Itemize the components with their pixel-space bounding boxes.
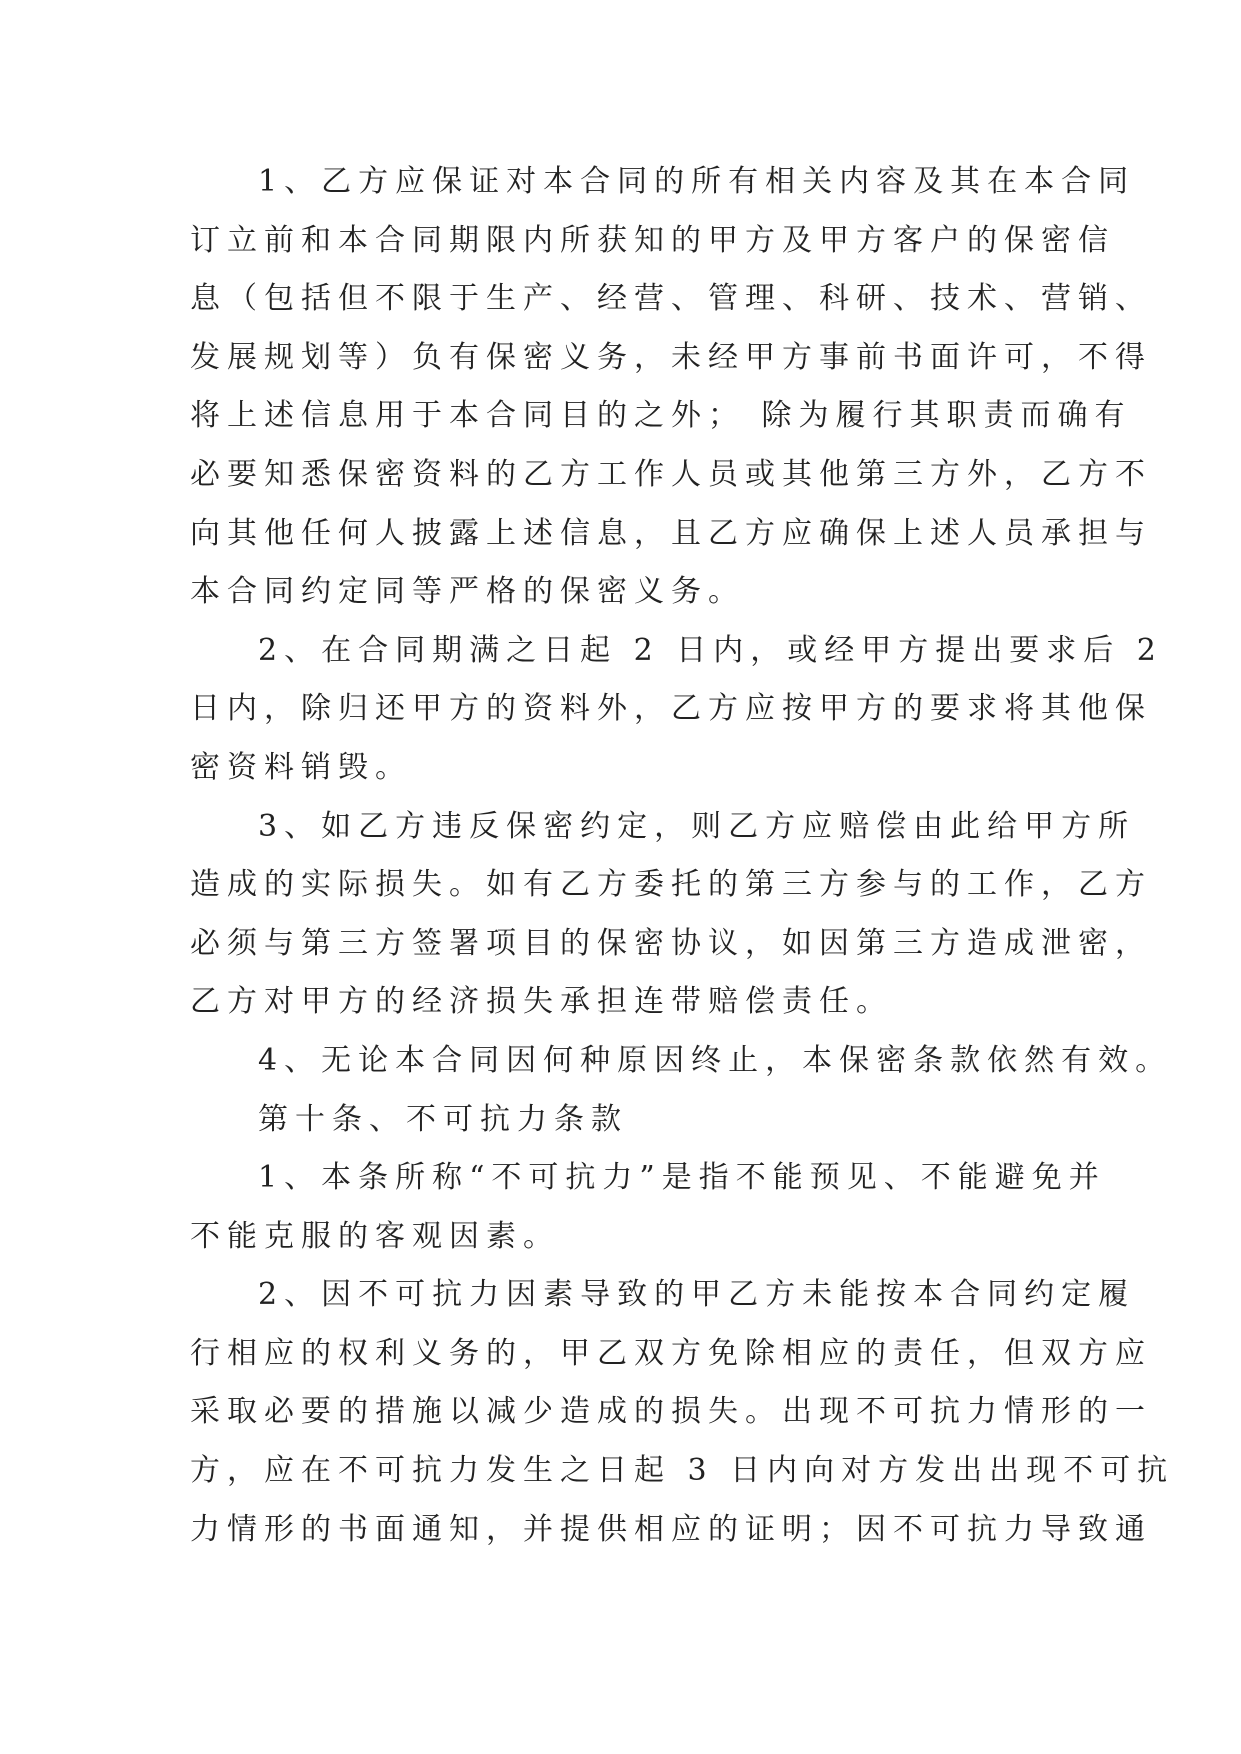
text-line: 2、因不可抗力因素导致的甲乙方未能按本合同约定履 (258, 1277, 1136, 1313)
text-line: 发展规划等）负有保密义务，未经甲方事前书面许可，不得 (190, 339, 1152, 375)
text-line: 本合同约定同等严格的保密义务。 (190, 574, 745, 610)
text-line: 1、乙方应保证对本合同的所有相关内容及其在本合同 (258, 164, 1136, 199)
text-line: 4、无论本合同因何种原因终止，本保密条款依然有效。 (258, 1042, 1173, 1078)
text-line: 将上述信息用于本合同目的之外； 除为履行其职责而确有 (190, 398, 1132, 434)
text-line: 必要知悉保密资料的乙方工作人员或其他第三方外，乙方不 (190, 456, 1152, 492)
paragraph-confidentiality-2 (190, 622, 1163, 798)
document-body (190, 153, 1175, 1559)
text-line: 乙方对甲方的经济损失承担连带赔偿责任。 (190, 984, 893, 1020)
text-line: 方，应在不可抗力发生之日起 3 日内向对方发出出现不可抗 (190, 1453, 1175, 1489)
section-heading-force-majeure (190, 1091, 1070, 1150)
paragraph-force-majeure-2 (190, 1266, 1175, 1559)
text-line: 必须与第三方签署项目的保密协议，如因第三方造成泄密， (190, 925, 1152, 961)
section-title: 第十条、不可抗力条款 (258, 1101, 628, 1137)
text-line: 行相应的权利义务的，甲乙双方免除相应的责任，但双方应 (190, 1335, 1152, 1371)
paragraph-confidentiality-4 (190, 1032, 1173, 1091)
text-line: 造成的实际损失。如有乙方委托的第三方参与的工作，乙方 (190, 867, 1152, 903)
paragraph-confidentiality-3 (190, 798, 1152, 1032)
text-line: 2、在合同期满之日起 2 日内，或经甲方提出要求后 2 (258, 632, 1163, 668)
text-line: 1、本条所称“不可抗力”是指不能预见、不能避免并 (258, 1160, 1106, 1196)
text-line: 向其他任何人披露上述信息，且乙方应确保上述人员承担与 (190, 515, 1152, 551)
paragraph-force-majeure-1 (190, 1149, 1106, 1266)
text-line: 不能克服的客观因素。 (190, 1218, 560, 1254)
paragraph-confidentiality-1 (190, 153, 1152, 622)
text-line: 密资料销毁。 (190, 749, 412, 785)
text-line: 3、如乙方违反保密约定，则乙方应赔偿由此给甲方所 (258, 808, 1136, 844)
text-line: 订立前和本合同期限内所获知的甲方及甲方客户的保密信 (190, 222, 1115, 258)
text-line: 日内，除归还甲方的资料外，乙方应按甲方的要求将其他保 (190, 691, 1152, 727)
text-line: 息（包括但不限于生产、经营、管理、科研、技术、营销、 (190, 281, 1152, 317)
text-line: 采取必要的措施以减少造成的损失。出现不可抗力情形的一 (190, 1394, 1152, 1430)
text-line: 力情形的书面通知，并提供相应的证明；因不可抗力导致通 (190, 1511, 1152, 1547)
